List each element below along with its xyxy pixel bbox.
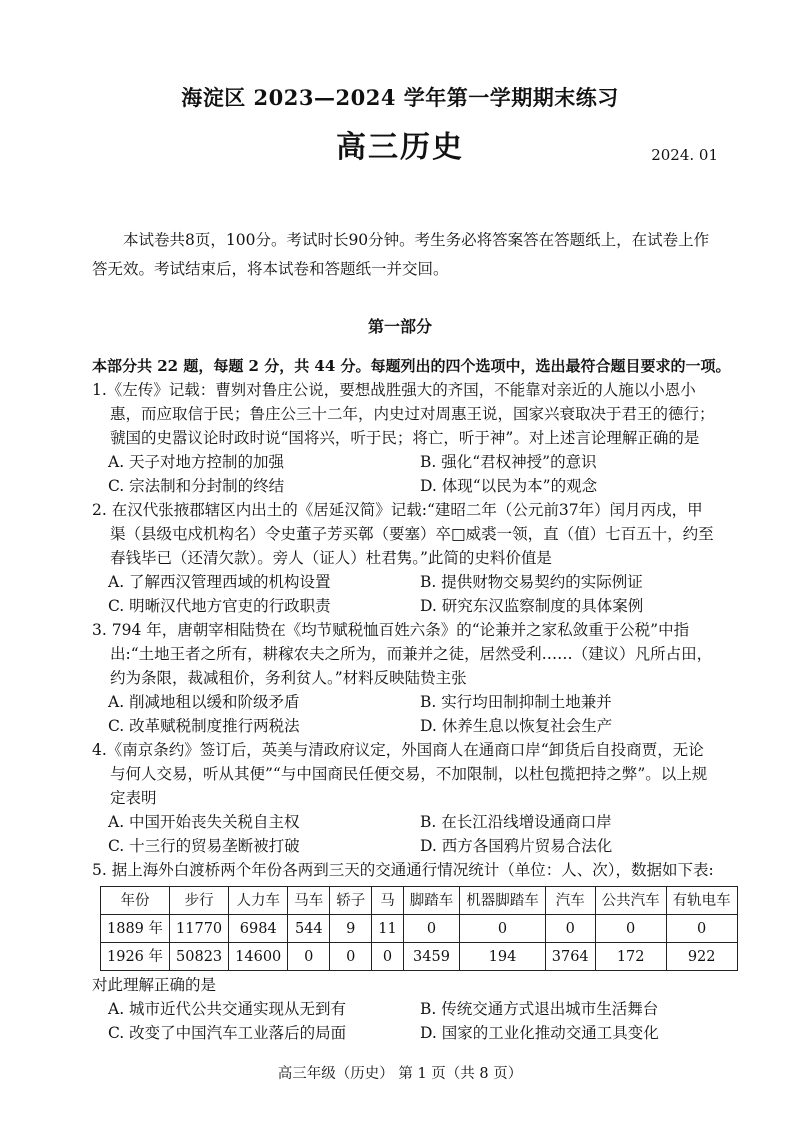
exam-date: 2024. 01 [651,146,718,164]
table-header-cell: 有轨电车 [666,887,737,915]
table-cell: 0 [666,915,737,943]
table-cell: 0 [460,915,546,943]
table-cell: 0 [330,943,372,971]
table-cell: 50823 [170,943,229,971]
question-2 [92,498,718,618]
option-d[interactable]: D. 体现“以民为本”的观念 [420,477,598,495]
table-header-cell: 轿子 [330,887,372,915]
option-list [92,570,718,618]
table-header-cell: 公共汽车 [595,887,666,915]
table-cell: 172 [595,943,666,971]
option-list [92,997,718,1045]
option-a[interactable]: A. 了解西汉管理西域的机构设置 [108,573,331,591]
table-cell: 922 [666,943,737,971]
option-c[interactable]: C. 宗法制和分封制的终结 [108,477,285,495]
table-cell: 14600 [229,943,288,971]
option-c[interactable]: C. 改革赋税制度推行两税法 [108,717,300,735]
option-b[interactable]: B. 实行均田制抑制土地兼并 [420,693,612,711]
part-instructions: 本部分共 22 题，每题 2 分，共 44 分。每题列出的四个选项中，选出最符合题目要求的一项。 [92,357,731,375]
option-list [92,690,718,738]
table-cell: 11770 [170,915,229,943]
table-cell: 194 [460,943,546,971]
table-header-cell: 步行 [170,887,229,915]
option-c[interactable]: C. 明晰汉代地方官吏的行政职责 [108,597,331,615]
table-cell: 0 [288,943,330,971]
table-cell: 9 [330,915,372,943]
table-cell: 0 [545,915,595,943]
option-c[interactable]: C. 十三行的贸易垄断被打破 [108,837,300,855]
option-b[interactable]: B. 在长江沿线增设通商口岸 [420,813,612,831]
question-stem: 3. 794 年，唐朝宰相陆贽在《均节赋税恤百姓六条》的“论兼并之家私敛重于公税”中指出:“土地王者之所有，耕稼农夫之所为，而兼并之徒，居然受利……（建议）凡所占田，约为条限，裁减租价，务利贫人。”材料反映陆贽主张 [92,621,713,687]
table-row [101,915,738,943]
table-header-cell: 人力车 [229,887,288,915]
traffic-table [100,886,738,971]
question-stem: 2. 在汉代张掖郡辖区内出土的《居延汉简》记载:“建昭二年（公元前37年）闰月丙戌，甲渠（县级屯戍机构名）令史董子芳买鄣（要塞）卒□威裘一领，直（值）七百五十，约至春钱毕已（还清欠款）。旁人（证人）杜君隽。”此简的史料价值是 [92,501,714,567]
table-cell: 3764 [545,943,595,971]
subject-title: 高三历史 [336,130,464,165]
table-row [101,943,738,971]
question-stem: 1.《左传》记载：曹刿对鲁庄公说，要想战胜强大的齐国，不能靠对亲近的人施以小恩小惠，而应取信于民；鲁庄公三十二年，内史过对周惠王说，国家兴衰取决于君王的德行；虢国的史嚣议论时政时说“国将兴，听于民；将亡，听于神”。对上述言论理解正确的是 [92,381,715,447]
table-cell: 0 [372,943,403,971]
question-stem: 5. 据上海外白渡桥两个年份各两到三天的交通通行情况统计（单位：人、次），数据如下表: [92,861,714,879]
option-d[interactable]: D. 休养生息以恢复社会生产 [420,717,613,735]
table-cell: 6984 [229,915,288,943]
page-footer: 高三年级（历史） 第 1 页（共 8 页） [277,1066,523,1082]
table-header-cell: 机器脚踏车 [460,887,546,915]
table-header-cell: 汽车 [545,887,595,915]
question-4 [92,738,718,858]
option-d[interactable]: D. 国家的工业化推动交通工具变化 [420,1024,659,1042]
exam-intro: 本试卷共8页，100分。考试时长90分钟。考生务必将答案答在答题纸上，在试卷上作答无效。考试结束后，将本试卷和答题纸一并交回。 [92,231,710,278]
table-cell: 3459 [403,943,460,971]
question-1 [92,378,718,498]
question-3 [92,618,718,738]
table-header-row [101,887,738,915]
exam-title: 海淀区 2023—2024 学年第一学期期末练习 [181,85,619,110]
question-5 [92,858,731,1045]
table-cell: 1926 年 [101,943,170,971]
question-followup: 对此理解正确的是 [92,976,217,994]
table-cell: 0 [403,915,460,943]
option-b[interactable]: B. 传统交通方式退出城市生活舞台 [420,1000,659,1018]
table-header-cell: 马车 [288,887,330,915]
table-cell: 1889 年 [101,915,170,943]
option-a[interactable]: A. 中国开始丧失关税自主权 [108,813,300,831]
option-b[interactable]: B. 强化“君权神授”的意识 [420,453,597,471]
option-a[interactable]: A. 天子对地方控制的加强 [108,453,285,471]
option-list [92,810,718,858]
table-cell: 11 [372,915,403,943]
option-b[interactable]: B. 提供财物交易契约的实际例证 [420,573,643,591]
option-c[interactable]: C. 改变了中国汽车工业落后的局面 [108,1024,347,1042]
option-a[interactable]: A. 城市近代公共交通实现从无到有 [108,1000,347,1018]
table-cell: 544 [288,915,330,943]
option-a[interactable]: A. 削减地租以缓和阶级矛盾 [108,693,300,711]
question-stem: 4.《南京条约》签订后，英美与清政府议定，外国商人在通商口岸“卸货后自投商贾，无论与何人交易，听从其便”“与中国商民任便交易，不加限制，以杜包揽把持之弊”。以上规定表明 [92,741,708,807]
option-list [92,450,718,498]
table-header-cell: 年份 [101,887,170,915]
part-title: 第一部分 [367,317,432,336]
table-header-cell: 马 [372,887,403,915]
table-cell: 0 [595,915,666,943]
option-d[interactable]: D. 研究东汉监察制度的具体案例 [420,597,644,615]
table-header-cell: 脚踏车 [403,887,460,915]
option-d[interactable]: D. 西方各国鸦片贸易合法化 [420,837,613,855]
question-list [92,378,731,1045]
